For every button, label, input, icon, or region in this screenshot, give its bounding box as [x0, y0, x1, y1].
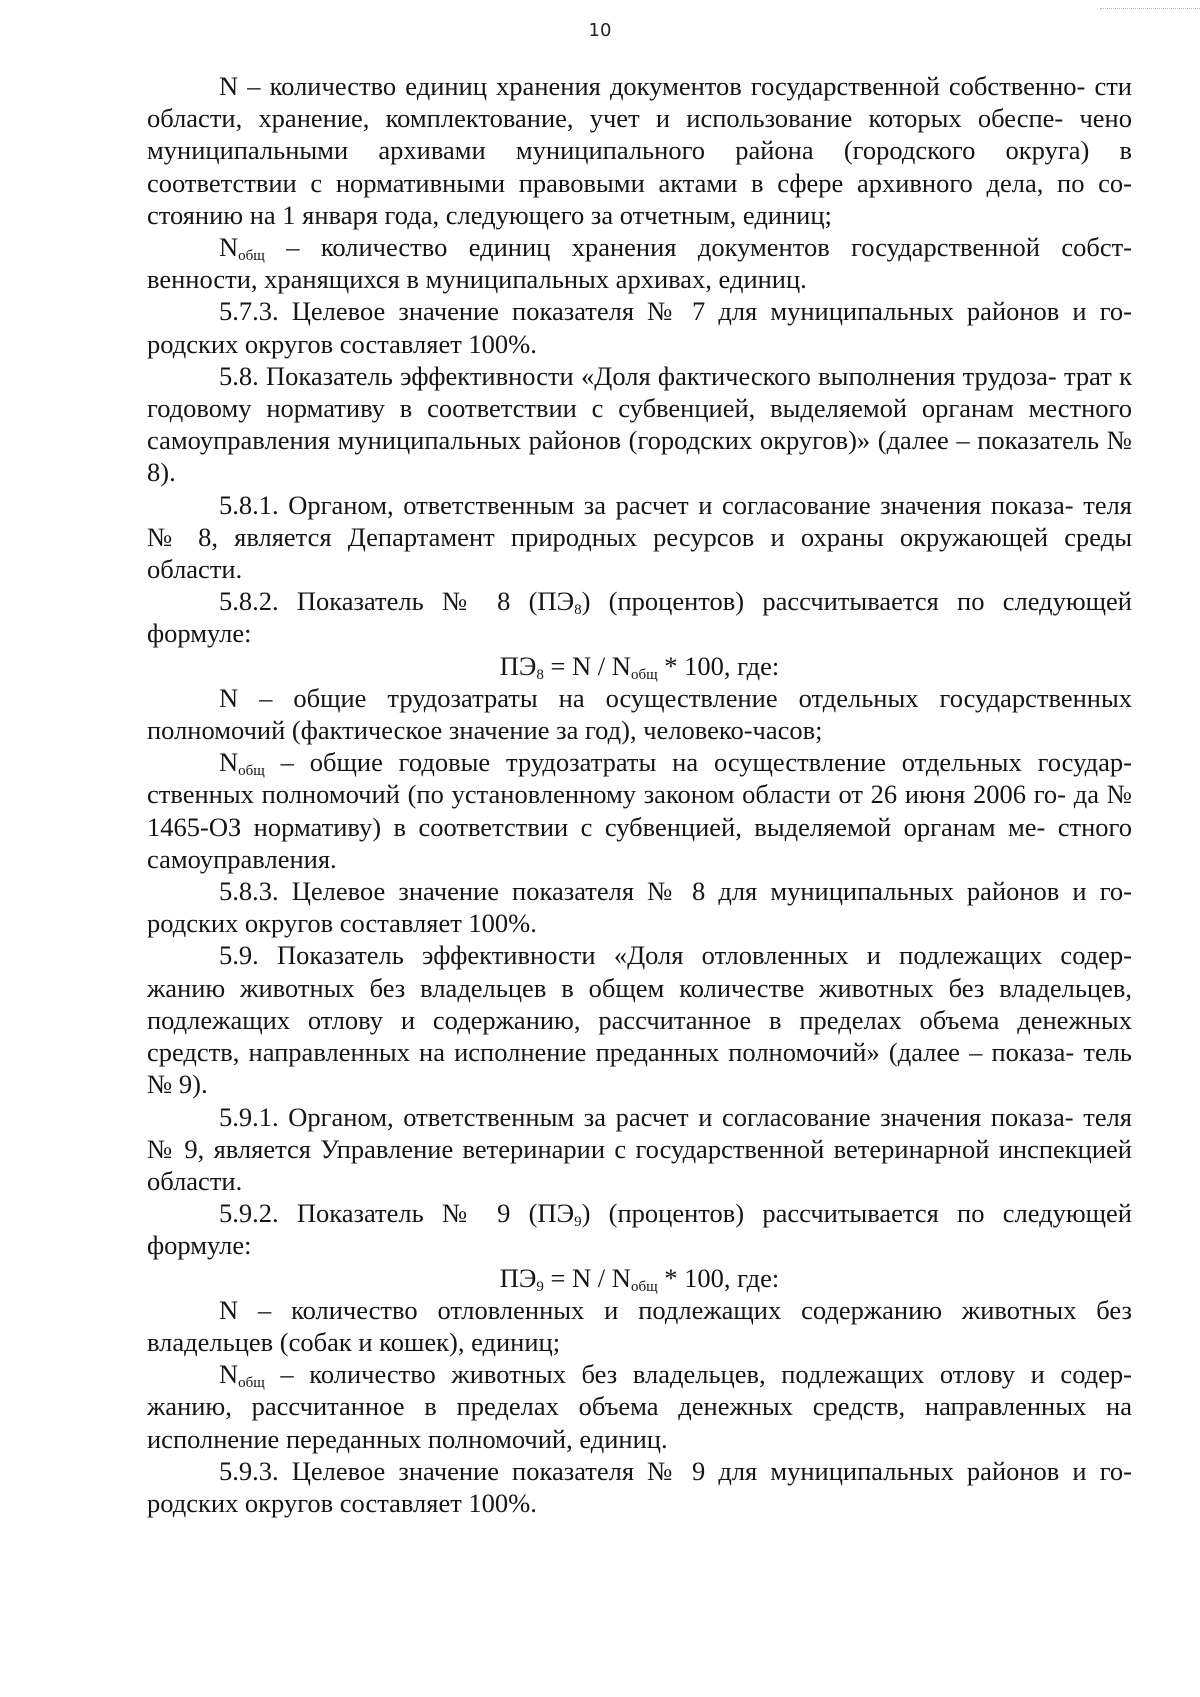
- text-line: N – количество единиц хранения документов государственной собственно-: [219, 71, 1086, 101]
- text-line: – количество единиц хранения документов государственной собст-: [264, 232, 1132, 263]
- text-line: теля № 9, является Управление ветеринарии с государственной ветеринарной: [147, 1101, 1132, 1164]
- text-line: родских округов составляет 100%.: [147, 908, 537, 939]
- paragraph-5-9: [147, 939, 1132, 1100]
- text-line: полномочий (фактическое значение за год), человеко-часов;: [147, 715, 823, 746]
- text-line: 5.8.3. Целевое значение показателя № 8 для муниципальных районов и го-: [219, 876, 1132, 907]
- formula-part: = N / N: [543, 650, 631, 681]
- text-line: подлежащих отлову и содержанию, рассчитанное в пределах объема денежных: [147, 1004, 1132, 1035]
- text-line: – общие годовые трудозатраты на осуществление отдельных государ-: [264, 747, 1132, 778]
- text-line: 5.9.2. Показатель № 9 (ПЭ: [219, 1198, 575, 1229]
- text-line: стного самоуправления.: [147, 811, 1133, 874]
- text-line: чено муниципальными архивами муниципального района (городского округа) в: [147, 103, 1132, 166]
- text-line: N: [219, 1359, 239, 1390]
- text-line: жанию, рассчитанное в пределах объема денежных средств, направленных на: [147, 1391, 1132, 1422]
- text-line: тель № 9).: [147, 1037, 1133, 1100]
- subscript: общ: [238, 1375, 265, 1392]
- text-line: теля № 8, является Департамент природных ресурсов и охраны окружающей: [147, 489, 1132, 552]
- text-line: ) (процентов) рассчитывается по следующей: [581, 586, 1132, 617]
- text-line: 5.8.2. Показатель № 8 (ПЭ: [219, 586, 575, 617]
- text-line: средств, направленных на исполнение преданных полномочий» (далее – показа-: [147, 1037, 1075, 1068]
- formula-pe9: [147, 1262, 1132, 1294]
- paragraph-5-9-2: [147, 1197, 1132, 1261]
- subscript: общ: [630, 666, 658, 683]
- text-line: N – общие трудозатраты на осуществление отдельных государственных: [219, 682, 1132, 713]
- text-line: жанию животных без владельцев в общем количестве животных без владельцев,: [147, 972, 1132, 1003]
- text-line: N: [219, 747, 239, 778]
- text-line: ственных полномочий (по установленному законом области от 26 июня 2006 го-: [147, 779, 1067, 810]
- text-line: – показатель № 8).: [147, 425, 1132, 488]
- text-line: 5.7.3. Целевое значение показателя № 7 для муниципальных районов и го-: [219, 296, 1132, 327]
- text-line: родских округов составляет 100%.: [147, 1487, 537, 1518]
- text-line: среды области.: [147, 521, 1133, 585]
- text-line: – количество животных без владельцев, подлежащих отлову и содер-: [264, 1359, 1132, 1390]
- text-line: родских округов составляет 100%.: [147, 328, 537, 359]
- text-line: венности, хранящихся в муниципальных архивах, единиц.: [147, 264, 807, 295]
- subscript: общ: [238, 763, 265, 780]
- paragraph-n-labor: [147, 682, 1132, 746]
- page-number: 10: [588, 20, 612, 41]
- paragraph-n-animals: [147, 1294, 1132, 1358]
- text-line: 5.8. Показатель эффективности «Доля фактического выполнения трудоза-: [219, 360, 1057, 391]
- text-line: сти области, хранение, комплектование, учет и использование которых обеспе-: [147, 71, 1132, 134]
- formula-part: * 100, где:: [657, 1262, 780, 1293]
- text-line: 5.9.1. Органом, ответственным за расчет и согласование значения показа-: [219, 1101, 1074, 1132]
- paragraph-5-8: [147, 360, 1132, 489]
- text-line: инспекцией области.: [147, 1133, 1132, 1196]
- paragraph-ntotal-animals: [147, 1358, 1132, 1455]
- paragraph-5-7-3: [147, 295, 1132, 359]
- text-line: стоянию на 1 января года, следующего за отчетным, единиц;: [147, 199, 832, 230]
- document-body: [147, 70, 1132, 1519]
- formula-part: * 100, где:: [657, 650, 780, 681]
- subscript: 8: [536, 666, 544, 683]
- text-line: ) (процентов) рассчитывается по следующей: [581, 1198, 1132, 1229]
- formula-part: = N / N: [543, 1262, 631, 1293]
- text-line: местного самоуправления муниципальных районов (городских округов)» (далее: [147, 393, 1133, 456]
- text-line: 5.9. Показатель эффективности «Доля отловленных и подлежащих содер-: [219, 940, 1132, 971]
- text-line: формуле:: [147, 618, 252, 649]
- paragraph-ntotal-definition: [147, 231, 1132, 295]
- subscript: 8: [574, 602, 582, 619]
- text-line: 5.8.1. Органом, ответственным за расчет и согласование значения показа-: [219, 489, 1074, 520]
- paragraph-5-8-2: [147, 585, 1132, 649]
- paragraph-n-definition: [147, 70, 1132, 231]
- paragraph-5-8-1: [147, 489, 1132, 586]
- scan-edge-mark: [1100, 0, 1200, 9]
- text-line: N: [219, 232, 239, 263]
- formula-pe8: [147, 650, 1132, 682]
- text-line: владельцев (собак и кошек), единиц;: [147, 1326, 561, 1357]
- text-line: N – количество отловленных и подлежащих содержанию животных без: [219, 1294, 1132, 1325]
- paragraph-5-8-3: [147, 875, 1132, 939]
- text-line: 5.9.3. Целевое значение показателя № 9 для муниципальных районов и го-: [219, 1455, 1132, 1486]
- paragraph-5-9-1: [147, 1101, 1132, 1198]
- subscript: общ: [630, 1278, 658, 1295]
- text-line: формуле:: [147, 1230, 252, 1261]
- text-line: трат к годовому нормативу в соответствии с субвенцией, выделяемой органам: [147, 360, 1132, 424]
- text-line: да № 1465-ОЗ нормативу) в соответствии с субвенцией, выделяемой органам ме-: [147, 779, 1133, 842]
- text-line: исполнение переданных полномочий, единиц.: [147, 1423, 668, 1454]
- paragraph-ntotal-labor: [147, 746, 1132, 875]
- paragraph-5-9-3: [147, 1455, 1132, 1519]
- subscript: 9: [574, 1214, 582, 1231]
- text-line: соответствии с нормативными правовыми актами в сфере архивного дела, по со-: [147, 167, 1132, 198]
- formula-part: ПЭ: [499, 1262, 537, 1293]
- subscript: общ: [238, 248, 265, 265]
- subscript: 9: [536, 1278, 544, 1295]
- formula-part: ПЭ: [499, 650, 537, 681]
